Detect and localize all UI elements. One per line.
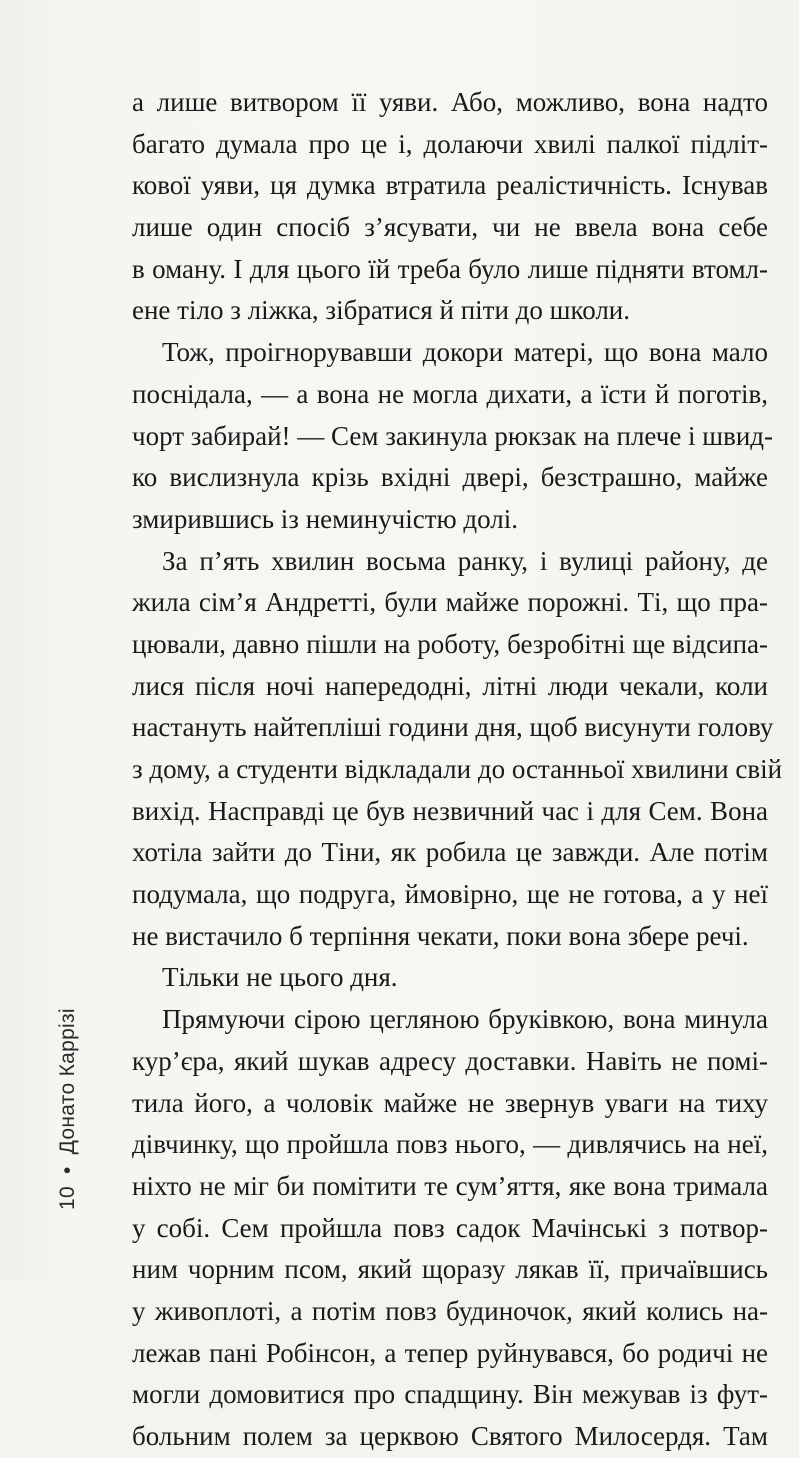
text-line-15: лися після ночі напередодні, літні люди чекали, коли [132, 670, 768, 701]
text-line-33: больним полем за церквою Святого Милосердя. Там [132, 1421, 768, 1451]
text-line-24: кур’єра, який шукав адресу доставки. Навіть не помі- [132, 1045, 768, 1076]
text-line-22: Тільки не цього дня. [162, 962, 398, 993]
text-line-14: цювали, давно пішли на роботу, безробітні ще відсипа- [132, 628, 768, 659]
text-line-5: в оману. І для цього їй треба було лише підняти втомл- [132, 253, 768, 284]
text-line-13: жила сім’я Андретті, були майже порожні. Ті, що пра- [132, 587, 768, 618]
body-text [132, 82, 783, 1458]
text-line-2: багато думала про це і, долаючи хвилі палкої підліт- [132, 128, 768, 159]
text-line-23: Прямуючи сірою цегляною бруківкою, вона минула [162, 1004, 768, 1035]
separator-dot: • [56, 1166, 79, 1175]
text-line-1: а лише витвором її уяви. Або, можливо, вона надто [132, 87, 768, 117]
text-line-11: змирившись із неминучістю долі. [132, 503, 519, 534]
running-footer [56, 1008, 80, 1210]
text-line-21: не вистачило б терпіння чекати, поки вона збере речі. [132, 920, 749, 951]
text-line-19: хотіла зайти до Тіни, як робила це завжди. Але потім [132, 837, 768, 868]
text-line-27: ніхто не міг би помітити те сум’яття, яке вона тримала [132, 1170, 768, 1201]
text-line-20: подумала, що подруга, ймовірно, ще не готова, а у неї [132, 879, 768, 910]
author-name: Донато Каррізі [56, 1008, 79, 1155]
text-line-10: ко вислизнула крізь вхідні двері, безстрашно, майже [132, 462, 768, 493]
text-line-28: у собі. Сем пройшла повз садок Мачінські з потвор- [132, 1212, 768, 1243]
text-line-4: лише один спосіб з’ясувати, чи не ввела вона себе [132, 212, 768, 243]
text-line-16: настануть найтепліші години дня, щоб висунути голову [132, 712, 774, 743]
text-line-17: з дому, а студенти відкладали до останньої хвилини свій [132, 754, 783, 784]
text-line-6: ене тіло з ліжка, зібратися й піти до школи. [132, 295, 631, 326]
text-line-31: лежав пані Робінсон, а тепер руйнувався, бо родичі не [132, 1337, 768, 1368]
text-line-32: могли домовитися про спадщину. Він межував із фут- [132, 1379, 768, 1410]
text-line-7: Тож, проігнорувавши докори матері, що вона мало [162, 337, 768, 368]
text-line-3: кової уяви, ця думка втратила реалістичність. Існував [132, 170, 768, 201]
text-line-25: тила його, а чоловік майже не звернув уваги на тиху [132, 1087, 768, 1118]
text-line-26: дівчинку, що пройшла повз нього, — дивлячись на неї, [132, 1129, 768, 1160]
text-line-30: у живоплоті, а потім повз будиночок, який колись на- [132, 1295, 768, 1326]
text-line-12: За п’ять хвилин восьма ранку, і вулиці району, де [162, 545, 768, 576]
page-number: 10 [56, 1186, 79, 1210]
text-line-29: ним чорним псом, який щоразу лякав її, причаївшись [132, 1254, 768, 1285]
text-line-8: поснідала, — а вона не могла дихати, а їсти й поготів, [132, 378, 768, 409]
text-line-9: чорт забирай! — Сем закинула рюкзак на плече і швид- [132, 420, 774, 451]
text-line-18: вихід. Насправді це був незвичний час і для Сем. Вона [132, 795, 768, 826]
